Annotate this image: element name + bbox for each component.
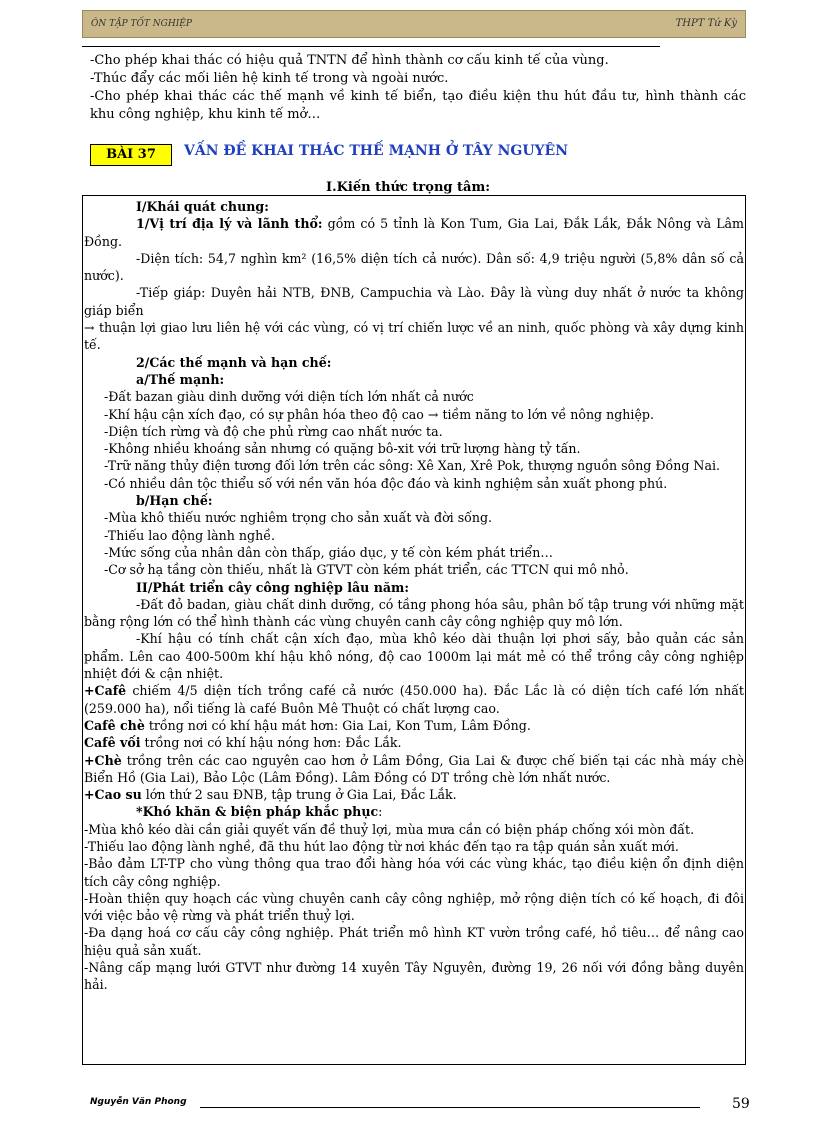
intro-line: -Cho phép khai thác các thế mạnh về kinh tế biển, tạo điều kiện thu hút đầu tư, hình thành các khu công nghiệp, khu kinh tế mở… xyxy=(90,89,746,122)
paragraph-text: : xyxy=(378,804,383,820)
heading-strengths-limits: 2/Các thế mạnh và hạn chế: xyxy=(136,354,332,370)
paragraph xyxy=(84,682,744,717)
paragraph-text: lớn thứ 2 sau ĐNB, tập trung ở Gia Lai, Đắc Lắk. xyxy=(141,787,457,803)
header-left-text: ÔN TẬP TỐT NGHIỆP xyxy=(91,19,192,29)
paragraph xyxy=(84,786,744,803)
term: +Chè xyxy=(84,752,122,768)
lesson-title: VẤN ĐỀ KHAI THÁC THẾ MẠNH Ở TÂY NGUYÊN xyxy=(184,143,569,159)
paragraph: -Khí hậu có tính chất cận xích đạo, mùa khô kéo dài thuận lợi phơi sấy, bảo quản các sản phẩm. Lên cao 400-500m khí hậu khô nóng, độ cao 1000m lại mát mẻ có thể trồng cây công nghiệp nhiệt đới & cận nhiệt. xyxy=(84,631,744,682)
list-item: -Khí hậu cận xích đạo, có sự phân hóa theo độ cao → tiềm năng to lớn về nông nghiệp. xyxy=(104,406,654,422)
paragraph xyxy=(84,215,744,250)
paragraph xyxy=(84,734,744,751)
paragraph: → thuận lợi giao lưu liên hệ với các vùng, có vị trí chiến lược về an ninh, quốc phòng và xây dựng kinh tế. xyxy=(84,320,744,353)
heading-strengths: a/Thế mạnh: xyxy=(136,371,225,387)
header-right-text: THPT Tứ Kỳ xyxy=(675,18,737,29)
term: Cafê chè xyxy=(84,717,145,733)
list-item: -Có nhiều dân tộc thiểu số với nền văn hóa độc đáo và kinh nghiệm sản xuất phong phú. xyxy=(104,475,668,491)
heading-difficulties: *Khó khăn & biện pháp khắc phục xyxy=(136,804,379,820)
list-item: -Nâng cấp mạng lưới GTVT như đường 14 xuyên Tây Nguyên, đường 19, 26 nối với đồng bằng duyên hải. xyxy=(84,960,744,993)
paragraph xyxy=(84,803,744,820)
list-item: -Diện tích rừng và độ che phủ rừng cao nhất nước ta. xyxy=(104,423,443,439)
list-item: -Mùa khô thiếu nước nghiêm trọng cho sản xuất và đời sống. xyxy=(104,510,493,526)
page-number: 59 xyxy=(732,1096,750,1112)
list-item: -Cơ sở hạ tầng còn thiếu, nhất là GTVT còn kém phát triển, các TTCN qui mô nhỏ. xyxy=(104,562,629,578)
list-item: -Thiếu lao động lành nghề. xyxy=(104,527,275,543)
list-item: -Mùa khô kéo dài cần giải quyết vấn đề thuỷ lợi, mùa mưa cần có biện pháp chống xói mòn đất. xyxy=(84,821,695,837)
content-body xyxy=(84,198,744,994)
heading-limits: b/Hạn chế: xyxy=(136,493,213,509)
footer-author: Nguyễn Văn Phong xyxy=(90,1097,187,1107)
subheading-location: 1/Vị trí địa lý và lãnh thổ: xyxy=(136,216,323,232)
section-title: I.Kiến thức trọng tâm: xyxy=(325,180,491,195)
term: Cafê vối xyxy=(84,735,141,751)
list-item: -Đất bazan giàu dinh dưỡng với diện tích lớn nhất cả nước xyxy=(104,389,474,405)
paragraph-text: trồng nơi có khí hậu mát hơn: Gia Lai, Kon Tum, Lâm Đồng. xyxy=(144,717,531,733)
paragraph-text: trồng nơi có khí hậu nóng hơn: Đắc Lắk. xyxy=(140,735,402,751)
page-header xyxy=(82,10,746,38)
heading-overview: I/Khái quát chung: xyxy=(136,199,269,214)
list-item: -Trữ năng thủy điện tương đối lớn trên các sông: Xê Xan, Xrê Pok, thượng nguồn sông Đồng Nai. xyxy=(104,458,720,474)
paragraph-text: chiếm 4/5 diện tích trồng café cả nước (450.000 ha). Đắc Lắc là có diện tích café lớn nhất (259.000 ha), nổi tiếng là café Buôn Mê Thuột có chất lượng cao. xyxy=(84,683,744,716)
intro-line: -Thúc đẩy các mối liên hệ kinh tế trong và ngoài nước. xyxy=(90,71,449,86)
list-item: -Mức sống của nhân dân còn thấp, giáo dục, y tế còn kém phát triển… xyxy=(104,544,554,560)
list-item: -Hoàn thiện quy hoạch các vùng chuyên canh cây công nghiệp, mở rộng diện tích có kế hoạch, đi đôi với việc bảo vệ rừng và phát triển thuỷ lợi. xyxy=(84,890,744,924)
paragraph xyxy=(84,717,744,734)
intro-line: -Cho phép khai thác có hiệu quả TNTN để hình thành cơ cấu kinh tế của vùng. xyxy=(90,53,609,68)
paragraph-text: gồm có 5 tỉnh là Kon Tum, Gia Lai, Đắk Lắk, Đắk Nông và Lâm Đồng. xyxy=(84,216,745,249)
list-item: -Đa dạng hoá cơ cấu cây công nghiệp. Phát triển mô hình KT vườn trồng café, hồ tiêu… để nâng cao hiệu quả sản xuất. xyxy=(84,925,744,958)
top-divider xyxy=(82,46,660,47)
paragraph xyxy=(84,752,744,787)
heading-industrial-crops: II/Phát triển cây công nghiệp lâu năm: xyxy=(136,579,409,595)
list-item: -Không nhiều khoáng sản nhưng có quặng bô-xit với trữ lượng hàng tỷ tấn. xyxy=(104,441,581,457)
paragraph-text: trồng trên các cao nguyên cao hơn ở Lâm Đồng, Gia Lai & được chế biến tại các nhà máy chè Biển Hồ (Gia Lai), Bảo Lộc (Lâm Đồng). Lâm Đồng có DT trồng chè lớn nhất nước. xyxy=(84,752,744,785)
paragraph: -Tiếp giáp: Duyên hải NTB, ĐNB, Campuchia và Lào. Đây là vùng duy nhất ở nước ta không giáp biển xyxy=(84,285,744,318)
paragraph: -Diện tích: 54,7 nghìn km² (16,5% diện tích cả nước). Dân số: 4,9 triệu người (5,8% dân số cả nước). xyxy=(84,250,744,284)
lesson-badge: BÀI 37 xyxy=(90,144,172,166)
term: +Cao su xyxy=(84,787,142,803)
term: +Cafê xyxy=(84,683,127,699)
list-item: -Bảo đảm LT-TP cho vùng thông qua trao đổi hàng hóa với các vùng khác, tạo điều kiện ổn định diện tích cây công nghiệp. xyxy=(84,856,744,889)
paragraph: -Đất đỏ badan, giàu chất dinh dưỡng, có tầng phong hóa sâu, phân bố tập trung với những mặt bằng rộng lớn có thể hình thành các vùng chuyên canh cây công nghiệp quy mô lớn. xyxy=(84,596,744,630)
list-item: -Thiếu lao động lành nghề, đã thu hút lao động từ nơi khác đến tạo ra tập quán sản xuất mới. xyxy=(84,838,679,854)
footer-divider xyxy=(200,1107,700,1108)
intro-paragraphs xyxy=(90,52,746,124)
